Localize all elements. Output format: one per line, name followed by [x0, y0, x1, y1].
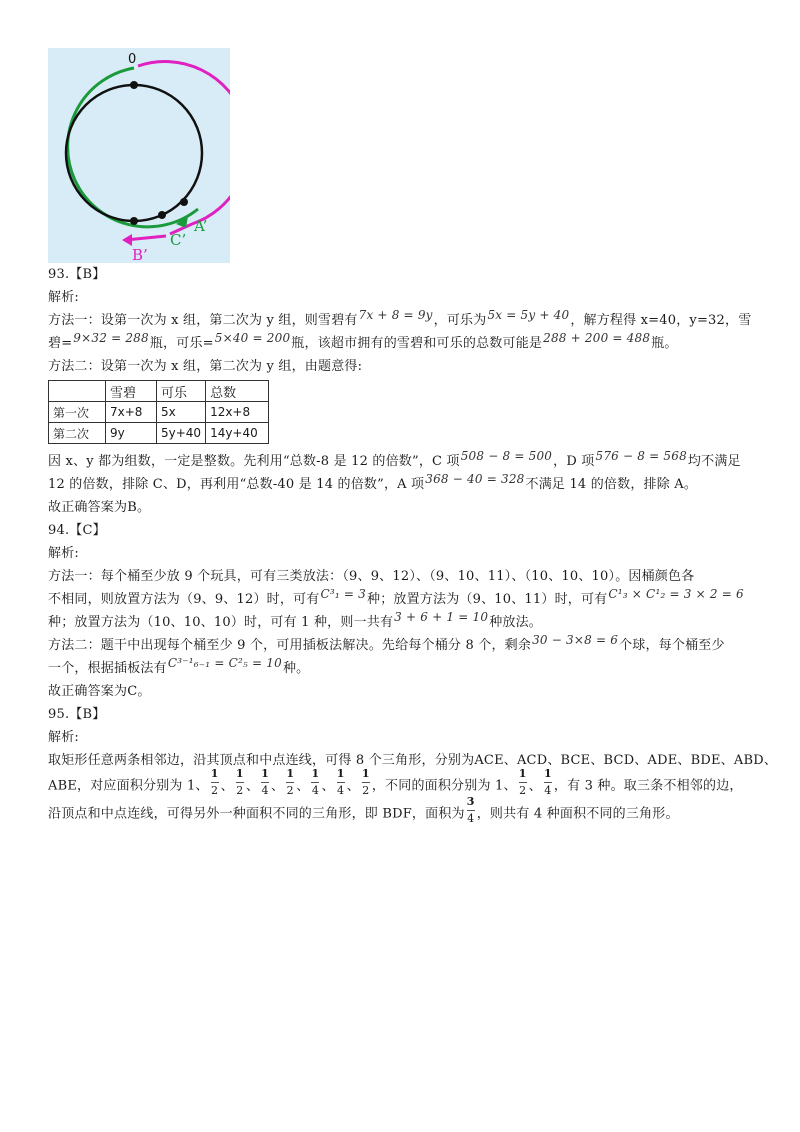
text: 瓶，可乐= — [149, 336, 214, 351]
equation: 9×32 = 288 — [73, 331, 149, 345]
text: 种；放置方法为（9、10、11）时，可有 — [367, 592, 608, 607]
table-cell: 7x+8 — [106, 402, 157, 423]
equation: 7x + 8 = 9y — [358, 308, 433, 322]
text: 碧= — [48, 336, 73, 351]
text: 不满足 14 的倍数，排除 A。 — [525, 477, 698, 492]
fraction — [261, 768, 269, 796]
circle-figure — [48, 48, 230, 263]
text: 瓶。 — [651, 336, 678, 351]
magenta-arrow-head — [122, 234, 132, 246]
q94-line4 — [48, 634, 760, 657]
text: ABE，对应面积分别为 1、 — [48, 778, 209, 794]
text: 方法二：题干中出现每个桶至少 9 个，可用插板法解决。先给每个桶分 8 个，剩余 — [48, 638, 532, 653]
q93-method1-line2 — [48, 332, 760, 355]
q93-reason-line2 — [48, 473, 760, 496]
point-top — [130, 81, 138, 89]
fraction-numerator: 1 — [518, 767, 527, 780]
fraction — [362, 768, 370, 796]
text: 个球，每个桶至少 — [619, 638, 725, 653]
text: ，可乐为 — [433, 313, 487, 328]
q94-line1: 方法一：每个桶至少放 9 个玩具，可有三类放法：（9、9、12）、（9、10、11）、（10、10、10）。因桶颜色各 — [48, 569, 695, 584]
equation: 576 − 8 = 568 — [595, 449, 687, 463]
q95-line3 — [48, 795, 760, 828]
fraction-numerator: 1 — [261, 767, 269, 780]
equation: 5×40 = 200 — [214, 331, 291, 345]
equation: C³⁻¹₆₋₁ = C²₅ = 10 — [167, 656, 282, 670]
q95-line2 — [48, 767, 760, 800]
fraction-bar — [261, 782, 269, 783]
fraction-denominator: 2 — [519, 784, 527, 797]
q93-method1-line1 — [48, 309, 760, 332]
separator: 、 — [245, 778, 260, 794]
text: 瓶，该超市拥有的雪碧和可乐的总数可能是 — [291, 336, 543, 351]
label-b: B’ — [132, 246, 148, 263]
text: 种放法。 — [489, 615, 543, 630]
table-row — [49, 402, 269, 423]
fraction-numerator: 1 — [235, 767, 244, 780]
q93-header: 93.【B】 — [48, 267, 106, 282]
text: 沿顶点和中点连线，可得另外一种面积不同的三角形，即 BDF，面积为 — [48, 806, 465, 822]
table-cell: 14y+40 — [206, 423, 269, 444]
separator: 、 — [220, 778, 234, 794]
fraction-denominator: 4 — [544, 784, 552, 797]
fraction-denominator: 4 — [337, 784, 345, 797]
fraction — [311, 768, 319, 796]
fraction — [544, 768, 552, 796]
text: 方法一：设第一次为 x 组，第二次为 y 组，则雪碧有 — [48, 313, 358, 328]
text: ，则共有 4 种面积不同的三角形。 — [476, 806, 679, 822]
text: ，不同的面积分别为 1、 — [371, 778, 517, 794]
equation: 3 + 6 + 1 = 10 — [394, 610, 489, 624]
q94-analysis-label: 解析: — [48, 546, 79, 561]
text: 种。 — [282, 661, 310, 676]
fraction-denominator: 4 — [261, 784, 269, 797]
q94-answer: 故正确答案为C。 — [48, 684, 151, 699]
fraction-numerator: 1 — [210, 767, 219, 780]
text: 不相同，则放置方法为（9、9、12）时，可有 — [48, 592, 320, 607]
table-header-row — [49, 381, 269, 402]
label-c: C’ — [170, 231, 187, 249]
q93-analysis-label: 解析: — [48, 290, 79, 305]
text: 种；放置方法为（10、10、10）时，可有 1 种，则一共有 — [48, 615, 394, 630]
fraction-bar — [337, 782, 345, 783]
table-cell: 5y+40 — [157, 423, 206, 444]
point-bottom — [130, 217, 138, 225]
fraction — [337, 768, 345, 796]
q93-table — [48, 380, 269, 444]
separator: 、 — [271, 778, 285, 794]
fraction-numerator: 1 — [286, 767, 295, 780]
equation: 368 − 40 = 328 — [425, 472, 525, 486]
fraction-denominator: 4 — [311, 784, 320, 797]
fraction-numerator: 1 — [543, 767, 552, 780]
table-cell: 5x — [157, 402, 206, 423]
separator: 、 — [296, 778, 310, 794]
table-cell: 第二次 — [49, 423, 106, 444]
q93-answer: 故正确答案为B。 — [48, 500, 151, 515]
fraction-numerator: 3 — [466, 795, 475, 808]
q94-line3 — [48, 611, 760, 634]
fraction-bar — [362, 782, 370, 783]
fraction — [236, 768, 244, 796]
q95-analysis-label: 解析: — [48, 730, 79, 745]
fraction-bar — [236, 782, 244, 783]
fraction-bar — [519, 782, 527, 783]
text: ，解方程得 x=40，y=32，雪 — [570, 313, 752, 328]
fraction-bar — [311, 782, 319, 783]
fraction-denominator: 2 — [211, 784, 219, 797]
fraction — [519, 768, 527, 796]
fraction-bar — [544, 782, 552, 783]
fraction-denominator: 4 — [467, 812, 475, 825]
table-header-cell: 总数 — [206, 381, 269, 402]
fraction-denominator: 2 — [362, 784, 370, 797]
fraction-denominator: 2 — [236, 784, 244, 797]
fraction-bar — [467, 810, 475, 811]
fraction-numerator: 1 — [361, 767, 370, 780]
separator: 、 — [528, 778, 542, 794]
equation: 30 − 3×8 = 6 — [532, 633, 619, 647]
q93-method2: 方法二：设第一次为 x 组，第二次为 y 组，由题意得: — [48, 359, 363, 374]
q94-line5 — [48, 657, 760, 680]
q94-header: 94.【C】 — [48, 523, 106, 538]
fraction — [286, 768, 294, 796]
q95-header: 95.【B】 — [48, 707, 106, 722]
table-header-cell — [49, 381, 106, 402]
fraction-list — [209, 767, 372, 797]
table-header-cell: 雪碧 — [106, 381, 157, 402]
document-page — [48, 48, 778, 828]
fraction-list — [517, 767, 554, 797]
label-zero: 0 — [128, 52, 137, 67]
fraction-denominator: 2 — [286, 784, 294, 797]
fraction — [467, 796, 475, 824]
table-cell: 9y — [106, 423, 157, 444]
text: ，D 项 — [553, 454, 595, 469]
text: 12 的倍数，排除 C、D，再利用“总数-40 是 14 的倍数”，A 项 — [48, 477, 425, 492]
text: 一个，根据插板法有 — [48, 661, 167, 676]
point-right — [180, 198, 188, 206]
equation: 508 − 8 = 500 — [460, 449, 553, 463]
text: ，有 3 种。取三条不相邻的边， — [553, 778, 743, 794]
equation: C¹₃ × C¹₂ = 3 × 2 = 6 — [608, 587, 744, 601]
fraction-bar — [286, 782, 294, 783]
q95-line1: 取矩形任意两条相邻边，沿其顶点和中点连线，可得 8 个三角形，分别为ACE、ACD、BCE、BCD、ADE、BDE、ABD、 — [48, 753, 778, 768]
circle-diagram — [48, 48, 230, 263]
fraction — [211, 768, 219, 796]
q93-reason-line1 — [48, 450, 760, 473]
table-row — [49, 423, 269, 444]
equation: C³₁ = 3 — [320, 587, 367, 601]
text: 均不满足 — [687, 454, 741, 469]
table-cell: 第一次 — [49, 402, 106, 423]
text: 因 x、y 都为组数，一定是整数。先利用“总数-8 是 12 的倍数”，C 项 — [48, 454, 460, 469]
equation: 288 + 200 = 488 — [543, 331, 651, 345]
table-header-cell: 可乐 — [157, 381, 206, 402]
fraction-numerator: 1 — [311, 767, 320, 780]
q94-line2 — [48, 588, 760, 611]
equation: 5x = 5y + 40 — [487, 308, 570, 322]
table-cell: 12x+8 — [206, 402, 269, 423]
separator: 、 — [346, 778, 360, 794]
fraction-bar — [211, 782, 219, 783]
label-a: A’ — [194, 217, 208, 235]
point-mid — [158, 211, 166, 219]
fraction-numerator: 1 — [336, 767, 345, 780]
separator: 、 — [321, 778, 335, 794]
